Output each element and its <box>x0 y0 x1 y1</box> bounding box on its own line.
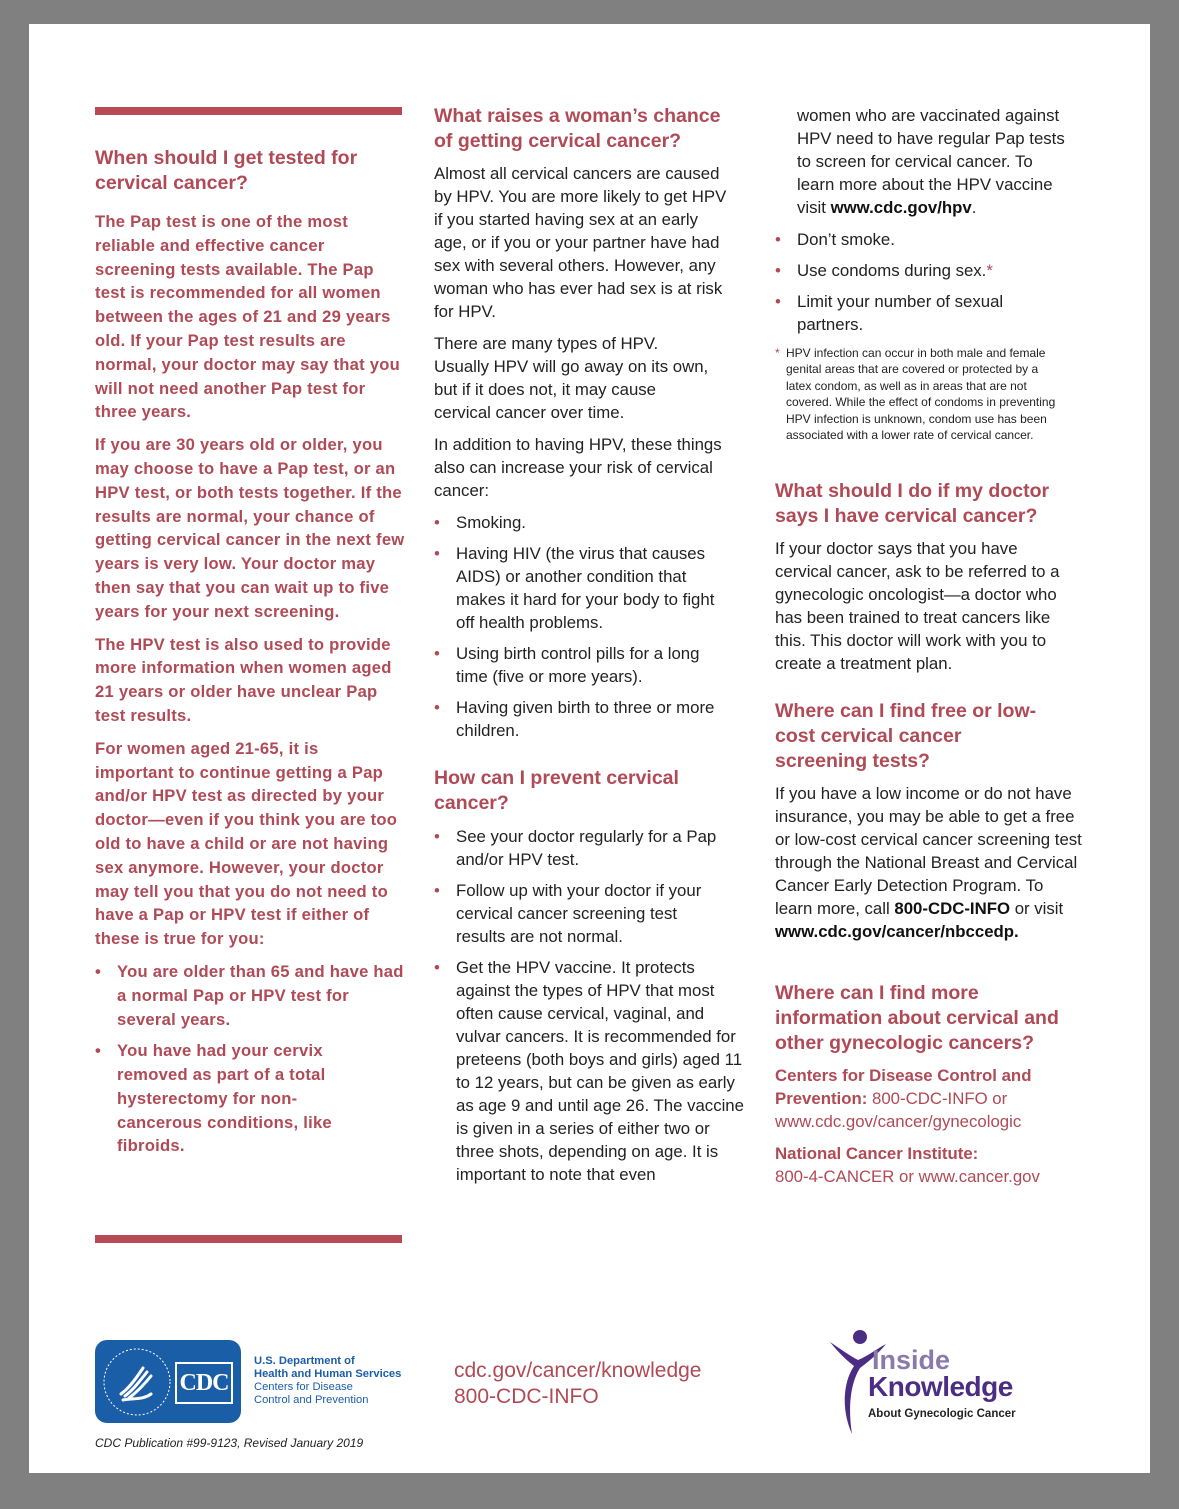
list-item: • Don’t smoke. <box>775 228 1085 251</box>
ik-tagline: About Gynecologic Cancer <box>868 1408 1016 1420</box>
paragraph-text: or visit <box>1014 899 1064 919</box>
footnote-marker: * <box>986 261 993 280</box>
resource-detail[interactable]: 800-CDC-INFO or www.cdc.gov/cancer/gynecologic <box>775 1089 1022 1132</box>
cdc-line: Centers for Disease <box>254 1381 353 1393</box>
heading-more-info: Where can I find more information about cervical and other gynecologic cancers? <box>775 982 1059 1055</box>
footnote <box>775 345 1066 443</box>
list-item: • You are older than 65 and have had a normal Pap or HPV test for several years. <box>95 960 407 1031</box>
hhs-text <box>254 1355 401 1407</box>
list-item <box>775 259 1085 282</box>
paragraph: Almost all cervical cancers are caused by HPV. You are more likely to get HPV if you started having sex at an early age, or if you or your partner have had sex with several others. However, any woman who has ever had sex is at risk for HPV. <box>434 164 727 321</box>
paragraph: If your doctor says that you have cervical cancer, ask to be referred to a gynecologic oncologist—a doctor who has been trained to treat cancers like this. This doctor will work with you to create a treatment plan. <box>775 539 1060 674</box>
list-item: • Get the HPV vaccine. It protects against the types of HPV that most often cause cervical, vaginal, and vulvar cancers. It is recommended for preteens (both boys and girls) aged 11 to 12 years, but can be given as early as age 9 and until age 26. The vaccine is given in a series of either two or three shots, depending on age. It is important to note that even <box>434 956 744 1186</box>
list-item: • Follow up with your doctor if your cervical cancer screening test results are not normal. <box>434 879 731 948</box>
footnote-text: HPV infection can occur in both male and female genital areas that are covered or protected by a latex condom, as well as in areas that are not covered. While the effect of condoms in preventing HPV infection is unknown, condom use has been associated with a lower rate of cervical cancer. <box>786 346 1056 443</box>
heading-when-tested: When should I get tested for cervical cancer? <box>95 147 358 194</box>
period: . <box>971 198 977 217</box>
contact-info <box>454 1358 701 1410</box>
hhs-eagle-icon <box>99 1344 175 1420</box>
nbccedp-link[interactable]: www.cdc.gov/cancer/nbccedp. <box>775 922 1019 942</box>
paragraph <box>775 782 1083 943</box>
list-item: • You have had your cervix removed as part of a total hysterectomy for non-cancerous conditions, like fibroids. <box>95 1039 357 1158</box>
ik-knowledge: Knowledge <box>868 1371 1013 1402</box>
paragraph: If you are 30 years old or older, you may choose to have a Pap test, or an HPV test, or both tests together. If the results are normal, your chance of getting cervical cancer in the next few years is very low. Your doctor may then say that you can wait up to five years for your next screening. <box>95 435 405 621</box>
column-1 <box>95 146 407 1167</box>
resource-label: National Cancer Institute: <box>775 1144 979 1164</box>
heading-free-screening: Where can I find free or low-cost cervical cancer screening tests? <box>775 700 1037 773</box>
knowledge-url[interactable]: cdc.gov/cancer/knowledge <box>454 1359 702 1382</box>
cdc-wordmark: CDC <box>175 1362 233 1404</box>
resource-detail[interactable]: 800-4-CANCER or www.cancer.gov <box>775 1167 1040 1187</box>
phone-number[interactable]: 800-CDC-INFO <box>894 899 1011 919</box>
exceptions-list <box>95 960 407 1158</box>
list-item: • Limit your number of sexual partners. <box>775 290 1047 336</box>
contact-phone[interactable]: 800-CDC-INFO <box>454 1385 599 1408</box>
list-item-text: Use condoms during sex. <box>797 261 987 280</box>
ik-inside: Inside <box>872 1345 951 1375</box>
heading-diagnosis: What should I do if my doctor says I have cervical cancer? <box>775 480 1050 528</box>
cdc-line: Control and Prevention <box>254 1394 369 1406</box>
list-item: • See your doctor regularly for a Pap and/or HPV test. <box>434 825 718 871</box>
heading-risk-factors: What raises a woman’s chance of getting cervical cancer? <box>434 105 721 152</box>
top-divider-bar <box>95 107 402 115</box>
paragraph: The Pap test is one of the most reliable and effective cancer screening tests available. The Pap test is recommended for all women between the ages of 21 and 29 years old. If your Pap test results are normal, your doctor may say that you will not need another Pap test for three years. <box>95 212 400 422</box>
risk-list <box>434 511 744 742</box>
hhs-line: Health and Human Services <box>254 1368 402 1380</box>
inside-knowledge-logo <box>828 1328 1038 1438</box>
prevention-list-continued <box>775 228 1085 336</box>
paragraph: In addition to having HPV, these things also can increase your risk of cervical cancer: <box>434 435 722 500</box>
vaccine-continued-text: women who are vaccinated against HPV need to have regular Pap tests to screen for cervical cancer. To learn more about the HPV vaccine visit <box>797 106 1065 217</box>
paragraph-text: If you have a low income or do not have insurance, you may be able to get a free or low-cost cervical cancer screening test through the National Breast and Cervical Cancer Early Detection Program. To learn more, call <box>775 784 1082 919</box>
resource-label: Centers for Disease Control and Prevention: <box>775 1066 1032 1109</box>
list-item: • Having HIV (the virus that causes AIDS) or another condition that makes it hard for your body to fight off health problems. <box>434 542 736 634</box>
prevention-list <box>434 825 744 1186</box>
paragraph: The HPV test is also used to provide more information when women aged 21 years or older have unclear Pap test results. <box>95 634 392 725</box>
publication-info: CDC Publication #99-9123, Revised January 2019 <box>95 1436 364 1450</box>
list-item: • Using birth control pills for a long time (five or more years). <box>434 642 726 688</box>
heading-prevention: How can I prevent cervical cancer? <box>434 767 679 814</box>
footnote-asterisk: * <box>775 346 780 360</box>
paragraph: For women aged 21-65, it is important to continue getting a Pap and/or HPV test as directed by your doctor—even if you think you are too old to have a child or are not having sex anymore. However, your doctor may tell you that you do not need to have a Pap or HPV test if either of these is true for you: <box>95 738 398 949</box>
paragraph: There are many types of HPV. Usually HPV will go away on its own, but if it does not, it may cause cervical cancer over time. <box>434 334 709 422</box>
list-item: • Smoking. <box>434 511 744 534</box>
resource-nci <box>775 1142 1075 1188</box>
list-item: • Having given birth to three or more children. <box>434 696 726 742</box>
resource-cdc <box>775 1064 1075 1133</box>
column-3 <box>775 104 1085 1197</box>
hhs-cdc-logo <box>95 1340 241 1423</box>
vaccine-continued <box>775 104 1067 219</box>
column-2 <box>434 104 744 1195</box>
hpv-link[interactable]: www.cdc.gov/hpv <box>830 198 972 217</box>
bottom-divider-bar <box>95 1235 402 1243</box>
hhs-line: U.S. Department of <box>254 1355 355 1367</box>
